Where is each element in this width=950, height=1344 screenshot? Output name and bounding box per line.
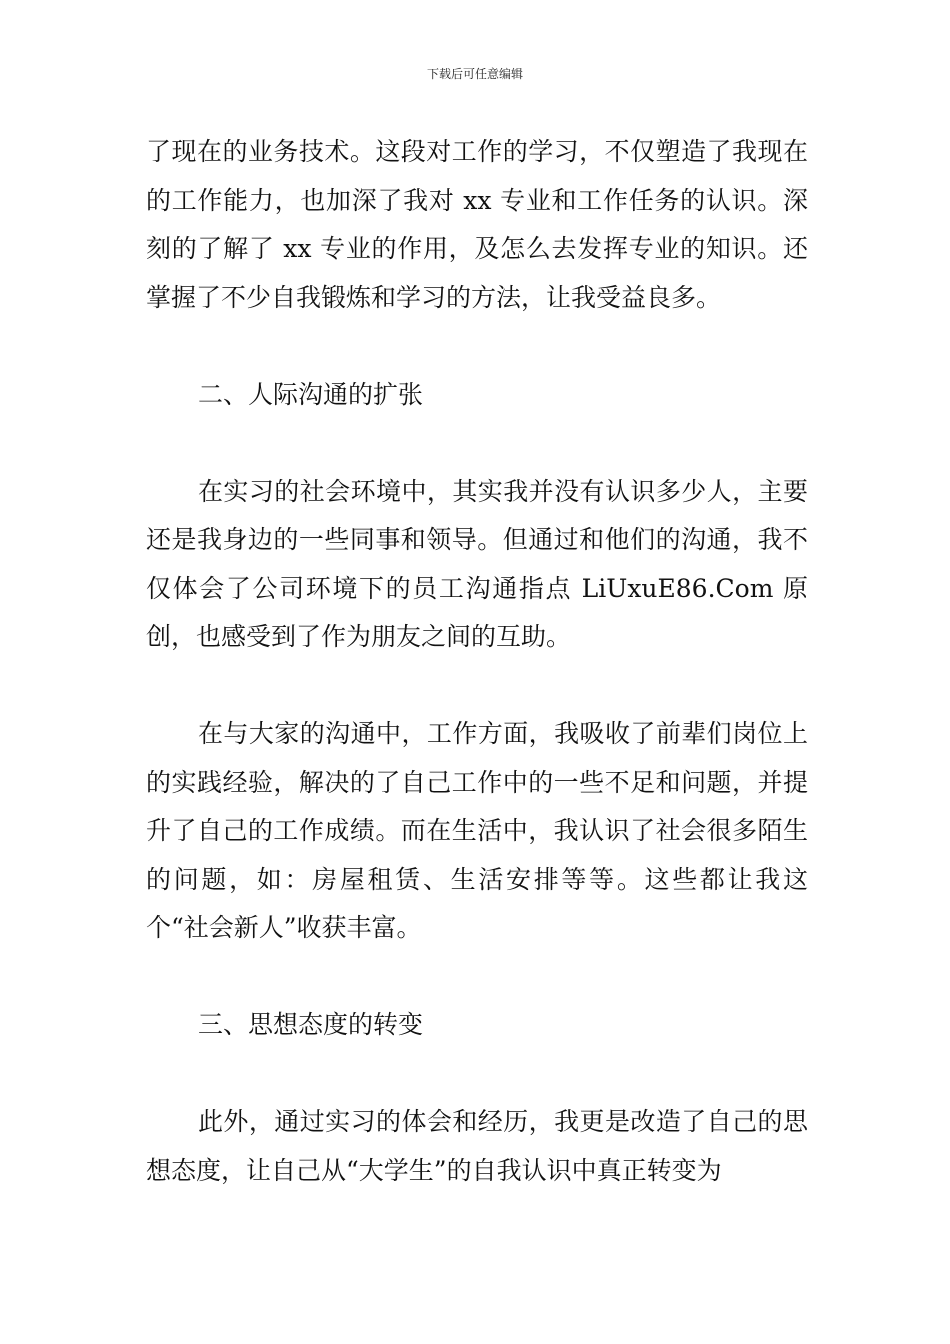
paragraph-social-environment: 在实习的社会环境中，其实我并没有认识多少人，主要还是我身边的一些同事和领导。但通过和他们的沟通，我不仅体会了公司环境下的员工沟通指点 LiUxuE86.Com 原创，也感受到了作为朋友之间的互助。 xyxy=(146,476,808,651)
paragraph-spacer xyxy=(146,322,808,371)
paragraph-spacer xyxy=(146,419,808,468)
paragraph-attitude-change: 此外，通过实习的体会和经历，我更是改造了自己的思想态度，让自己从“大学生”的自我认识中真正转变为 xyxy=(146,1107,808,1185)
paragraph-communication-gains: 在与大家的沟通中，工作方面，我吸收了前辈们岗位上的实践经验，解决的了自己工作中的一些不足和问题，并提升了自己的工作成绩。而在生活中，我认识了社会很多陌生的问题，如：房屋租赁、生活安排等等。这些都让我这个“社会新人”收获丰富。 xyxy=(146,719,808,942)
paragraph-spacer xyxy=(146,662,808,711)
page-header: 下载后可任意编辑 xyxy=(426,67,523,81)
section-heading-attitude: 三、思想态度的转变 xyxy=(198,1010,424,1039)
document-body xyxy=(146,128,808,1195)
section-heading-communication: 二、人际沟通的扩张 xyxy=(198,379,424,409)
paragraph-professional-skills: 了现在的业务技术。这段对工作的学习，不仅塑造了我现在的工作能力，也加深了我对 xx 专业和工作任务的认识。深刻的了解了 xx 专业的作用，及怎么去发挥专业的知识。还掌握了不少自我锻炼和学习的方法，让我受益良多。 xyxy=(146,137,808,312)
paragraph-spacer xyxy=(146,1050,808,1099)
paragraph-spacer xyxy=(146,953,808,1002)
